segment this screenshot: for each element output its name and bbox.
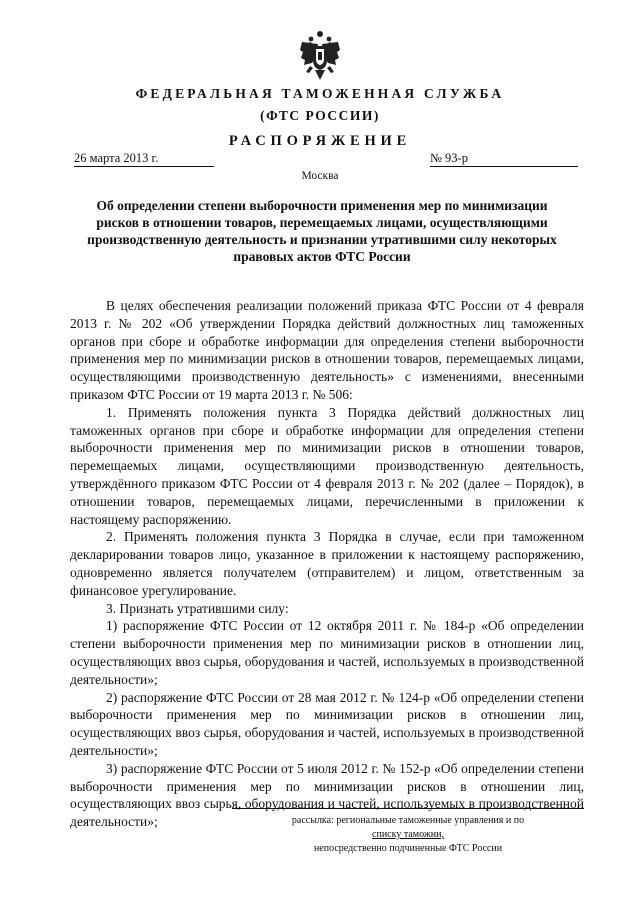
- agency-abbreviation: (ФТС РОССИИ): [260, 108, 380, 123]
- title-line: рисков в отношении товаров, перемещаемых лицами, осуществляющими: [96, 215, 548, 230]
- document-title: [62, 197, 582, 265]
- title-line: правовых актов ФТС России: [233, 249, 411, 264]
- distribution-note: [232, 814, 584, 856]
- document-date: 26 марта 2013 г.: [74, 150, 214, 167]
- clause-paragraph: 2. Применять положения пункта 3 Порядка в случае, если при таможенном декларировании товаров лицо, указанное в приложении к настоящему распоряжению, одновременно является получателем (отправителем) и лицом, ответственным за финансовое урегулирование.: [70, 529, 584, 598]
- preamble-paragraph: В целях обеспечения реализации положений приказа ФТС России от 4 февраля 2013 г. № 202 «Об утверждении Порядка действий должностных лиц таможенных органов при сборе и обработке информации для определения степени выборочности применения мер по минимизации рисков в отношении товаров, перемещаемых лицами, осуществляющими производственную деятельность» с изменениями, внесенными приказом ФТС России от 19 марта 2013 г. № 506:: [70, 298, 584, 402]
- agency-name: ФЕДЕРАЛЬНАЯ ТАМОЖЕННАЯ СЛУЖБА: [135, 86, 505, 101]
- distribution-customs-list: списку таможни,: [372, 829, 444, 840]
- document-body: [70, 297, 584, 831]
- document-number: № 93-р: [430, 150, 578, 167]
- document-city: Москва: [301, 170, 339, 182]
- clause-paragraph: 3. Признать утратившими силу:: [106, 600, 289, 616]
- subclause-paragraph: 1) распоряжение ФТС России от 12 октября 2011 г. № 184-р «Об определении степени выборочности применения мер по минимизации рисков в отношении лиц, осуществляющих ввоз сырья, оборудования и частей, используемых в производственной деятельности»;: [70, 618, 584, 687]
- distribution-line: [232, 814, 584, 842]
- distribution-prefix: рассылка: региональные таможенные управления и по: [291, 815, 525, 826]
- title-line: производственную деятельность и признании утратившими силу некоторых: [87, 232, 557, 247]
- distribution-line: непосредственно подчиненные ФТС России: [313, 843, 503, 854]
- document-type: РАСПОРЯЖЕНИЕ: [228, 133, 412, 149]
- title-line: Об определении степени выборочности применения мер по минимизации: [96, 198, 548, 213]
- footer-divider: [232, 808, 584, 809]
- clause-paragraph: 1. Применять положения пункта 3 Порядка действий должностных лиц таможенных органов при сборе и обработке информации для определения степени выборочности применения мер по минимизации рисков в отношении товаров, перемещаемых лицами, осуществляющими производственную деятельность, утверждённого приказом ФТС России от 4 февраля 2013 г. № 202 (далее – Порядок), в отношении товаров, перемещаемых лицами, перечисленными в приложении к настоящему распоряжению.: [70, 404, 584, 527]
- subclause-paragraph: 2) распоряжение ФТС России от 28 мая 2012 г. № 124-р «Об определении степени выборочности применения мер по минимизации рисков в отношении лиц, осуществляющих ввоз сырья, оборудования и частей, используемых в производственной деятельности»;: [70, 689, 584, 758]
- subclause-paragraph: 3) распоряжение ФТС России от 5 июля 2012 г. № 152-р «Об определении степени выборочности применения мер по минимизации рисков в отношении лиц, осуществляющих ввоз сырья, оборудования и частей, используемых в производственной деятельности»;: [70, 760, 584, 830]
- double-headed-eagle-emblem-icon: [298, 30, 342, 82]
